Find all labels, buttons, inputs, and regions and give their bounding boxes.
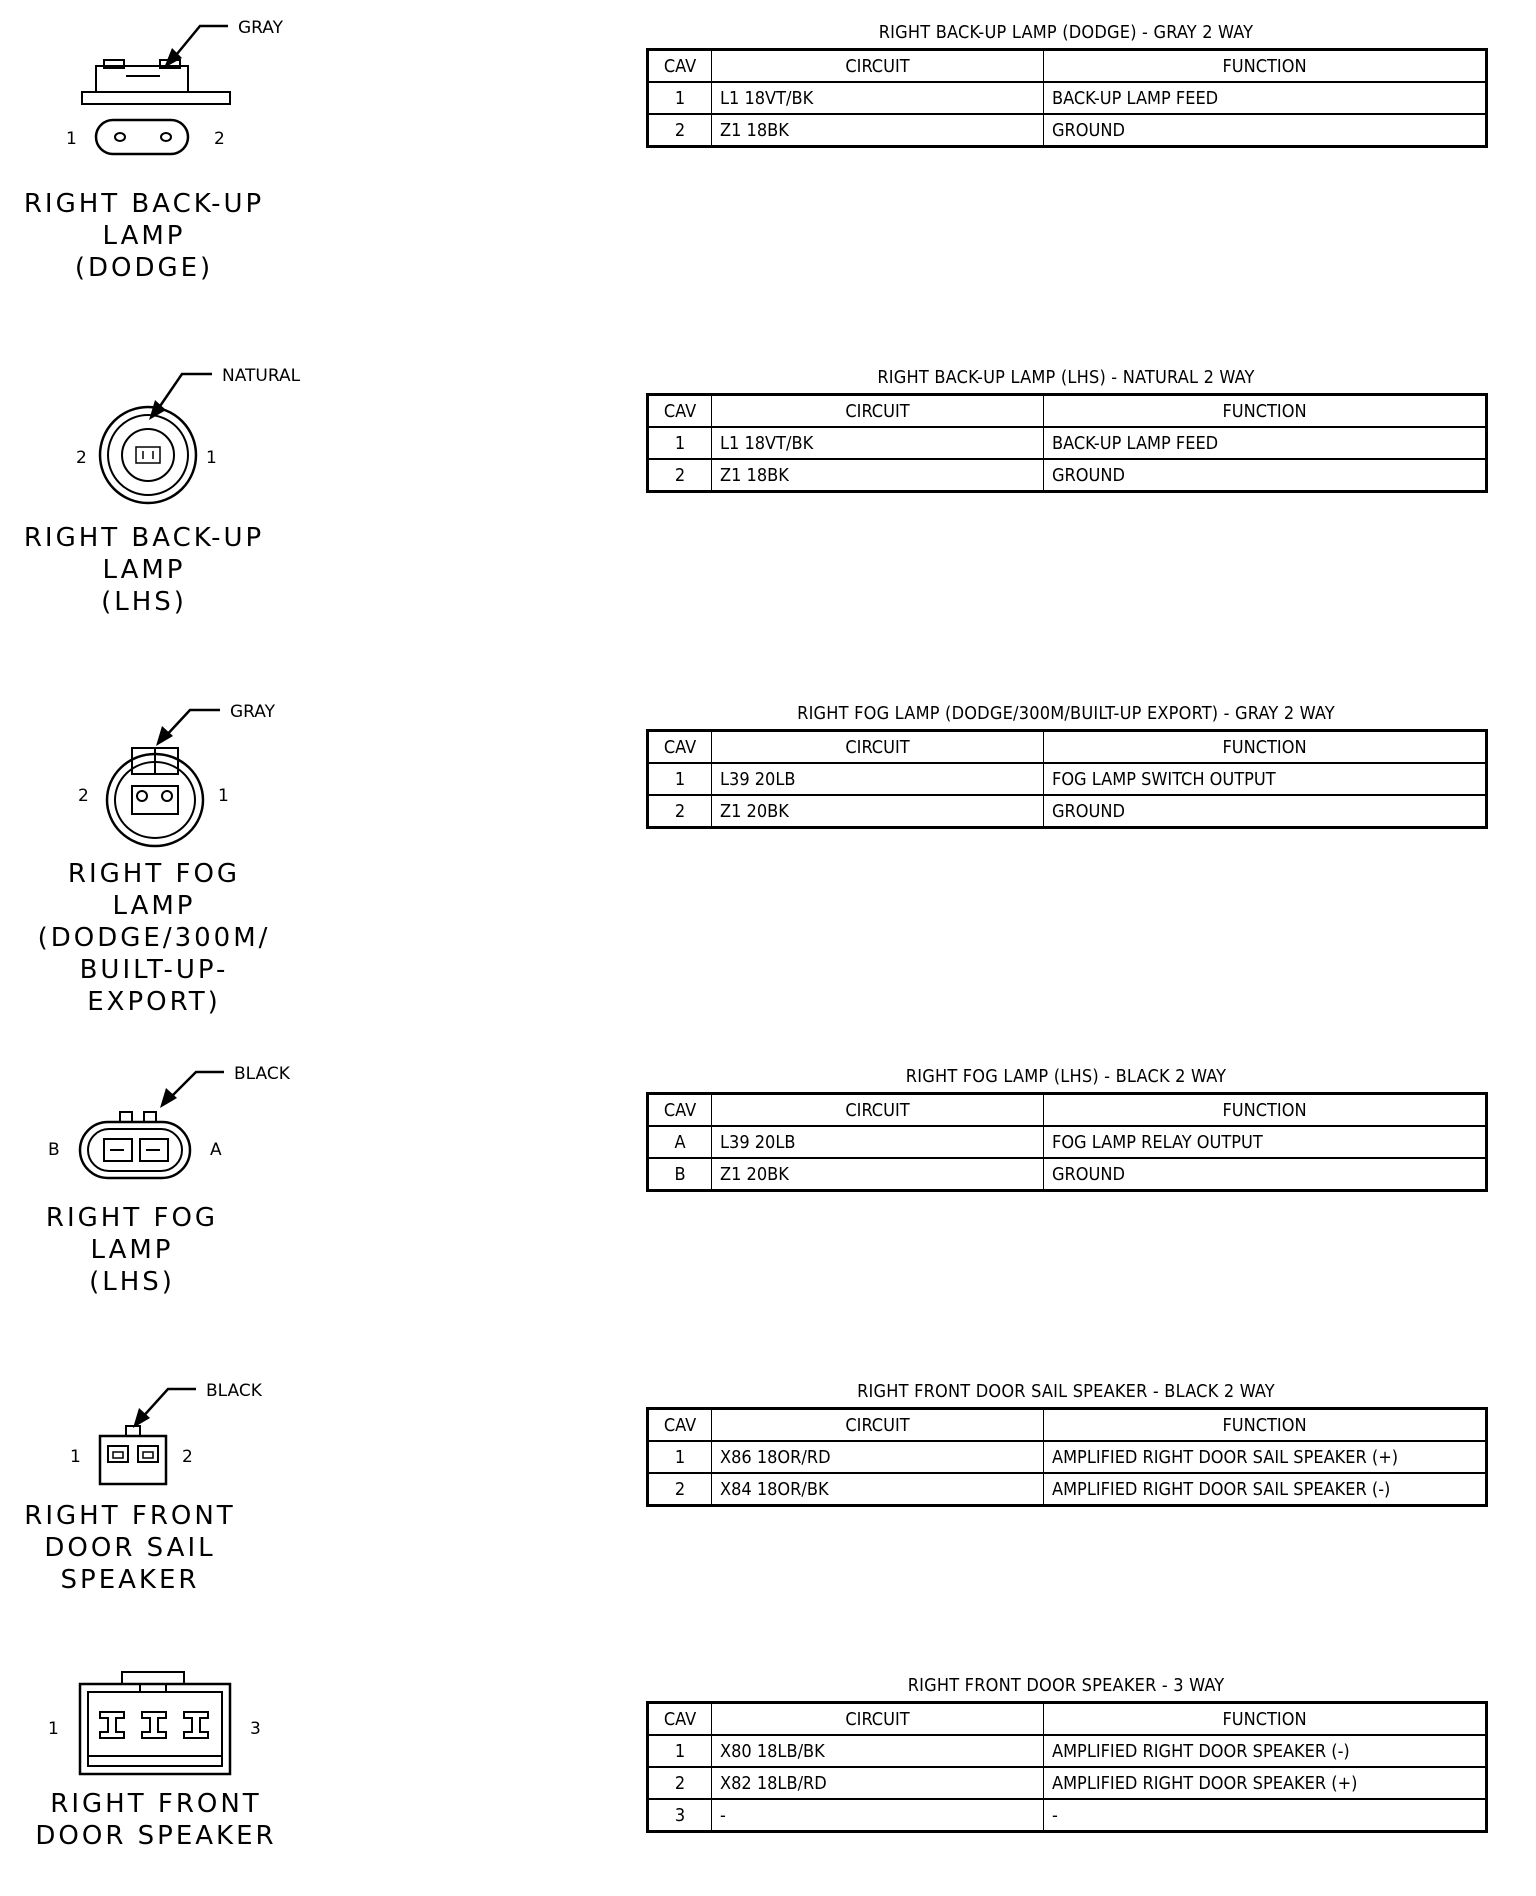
pin-table <box>646 393 1488 493</box>
pin-table <box>646 729 1488 829</box>
table-title: RIGHT BACK-UP LAMP (DODGE) - GRAY 2 WAY <box>878 22 1254 43</box>
pin-label: 2 <box>182 1447 193 1467</box>
table-row: 1 X86 18OR/RD AMPLIFIED RIGHT DOOR SAIL SPEAKER (+) <box>648 1441 1487 1473</box>
pin-table <box>646 1092 1488 1192</box>
color-label: GRAY <box>238 18 283 38</box>
connector-door-speaker-drawing <box>0 0 320 1880</box>
table-header-row: CAV CIRCUIT FUNCTION <box>648 50 1487 83</box>
connector-name: RIGHT BACK-UP LAMP (DODGE) <box>23 189 265 283</box>
color-label: NATURAL <box>222 366 301 386</box>
table-row: 2 Z1 20BK GROUND <box>648 795 1487 828</box>
pin-table <box>646 1701 1488 1833</box>
table-header-row: CAV CIRCUIT FUNCTION <box>648 731 1487 764</box>
table-title: RIGHT FOG LAMP (LHS) - BLACK 2 WAY <box>905 1066 1227 1087</box>
table-header-row: CAV CIRCUIT FUNCTION <box>648 1703 1487 1736</box>
table-header-row: CAV CIRCUIT FUNCTION <box>648 395 1487 428</box>
table-title: RIGHT FRONT DOOR SAIL SPEAKER - BLACK 2 WAY <box>857 1381 1275 1402</box>
pin-label: 2 <box>78 786 89 806</box>
pin-label: 1 <box>218 786 229 806</box>
table-row: 1 X80 18LB/BK AMPLIFIED RIGHT DOOR SPEAKER (-) <box>648 1735 1487 1767</box>
connector-name: RIGHT FRONT DOOR SPEAKER <box>35 1789 277 1851</box>
table-row: 2 X84 18OR/BK AMPLIFIED RIGHT DOOR SAIL SPEAKER (-) <box>648 1473 1487 1506</box>
table-row: 1 L1 18VT/BK BACK-UP LAMP FEED <box>648 427 1487 459</box>
table-title: RIGHT FOG LAMP (DODGE/300M/BUILT-UP EXPORT) - GRAY 2 WAY <box>797 703 1335 724</box>
color-label: BLACK <box>206 1381 262 1401</box>
table-row: B Z1 20BK GROUND <box>648 1158 1487 1191</box>
table-row: A L39 20LB FOG LAMP RELAY OUTPUT <box>648 1126 1487 1158</box>
table-row: 2 Z1 18BK GROUND <box>648 459 1487 492</box>
table-row: 1 L1 18VT/BK BACK-UP LAMP FEED <box>648 82 1487 114</box>
pin-label: 2 <box>214 129 225 149</box>
connector-name: RIGHT BACK-UP LAMP (LHS) <box>23 523 265 617</box>
pin-label: 2 <box>76 448 87 468</box>
pin-label: 3 <box>250 1719 261 1739</box>
pin-label: 1 <box>206 448 217 468</box>
pin-table <box>646 48 1488 148</box>
pin-label: B <box>48 1140 60 1160</box>
pin-label: 1 <box>48 1719 59 1739</box>
color-label: GRAY <box>230 702 275 722</box>
table-row: 2 Z1 18BK GROUND <box>648 114 1487 147</box>
connector-name: RIGHT FRONT DOOR SAIL SPEAKER <box>24 1501 236 1595</box>
table-row: 1 L39 20LB FOG LAMP SWITCH OUTPUT <box>648 763 1487 795</box>
pin-table <box>646 1407 1488 1507</box>
table-title: RIGHT BACK-UP LAMP (LHS) - NATURAL 2 WAY <box>877 367 1255 388</box>
pin-label: 1 <box>66 129 77 149</box>
pin-label: 1 <box>70 1447 81 1467</box>
table-title: RIGHT FRONT DOOR SPEAKER - 3 WAY <box>907 1675 1225 1696</box>
table-header-row: CAV CIRCUIT FUNCTION <box>648 1409 1487 1442</box>
connector-name: RIGHT FOG LAMP (DODGE/300M/ BUILT-UP-EXPORT) <box>37 859 271 1017</box>
table-header-row: CAV CIRCUIT FUNCTION <box>648 1094 1487 1127</box>
table-row: 3 - - <box>648 1799 1487 1832</box>
color-label: BLACK <box>234 1064 290 1084</box>
table-row: 2 X82 18LB/RD AMPLIFIED RIGHT DOOR SPEAKER (+) <box>648 1767 1487 1799</box>
connector-name: RIGHT FOG LAMP (LHS) <box>45 1203 219 1297</box>
pin-label: A <box>210 1140 222 1160</box>
